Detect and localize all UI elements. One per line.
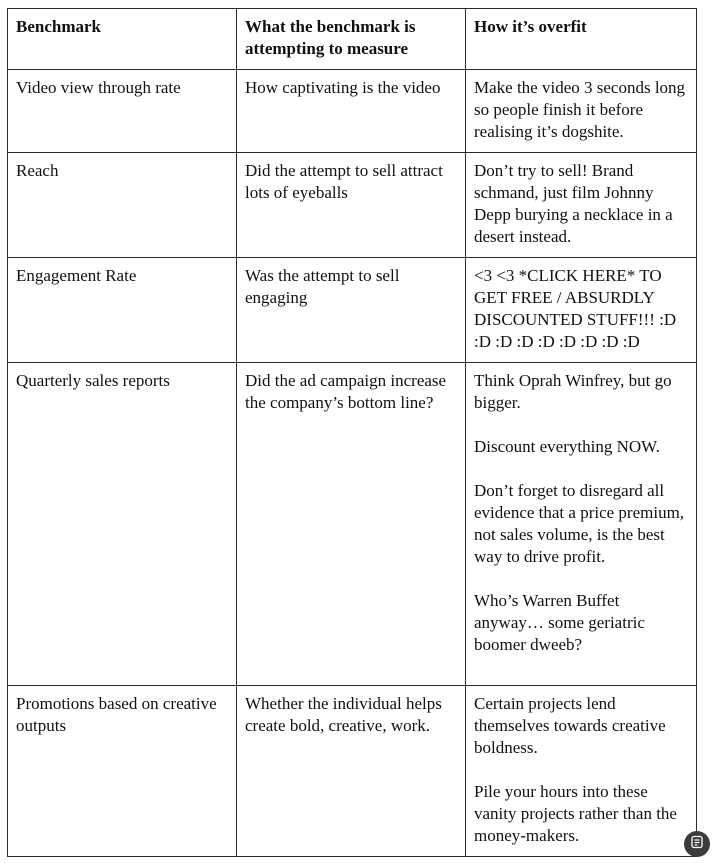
- overfit-paragraph: Certain projects lend themselves towards creative boldness.: [474, 694, 666, 757]
- cell-measure: Whether the individual helps create bold, creative, work.: [237, 686, 466, 857]
- cell-overfit: [466, 686, 697, 857]
- cell-overfit: [466, 153, 697, 258]
- overfit-paragraph: Don’t try to sell! Brand schmand, just film Johnny Depp burying a necklace in a desert instead.: [474, 161, 673, 246]
- header-benchmark: Benchmark: [8, 9, 237, 70]
- table-row: [8, 686, 697, 857]
- header-overfit: How it’s overfit: [466, 9, 697, 70]
- overfit-paragraph: Pile your hours into these vanity projects rather than the money-makers.: [474, 782, 677, 845]
- cell-overfit: [466, 258, 697, 363]
- table-row: [8, 70, 697, 153]
- cell-measure: Did the attempt to sell attract lots of eyeballs: [237, 153, 466, 258]
- overfit-paragraph: Make the video 3 seconds long so people finish it before realising it’s dogshite.: [474, 78, 686, 141]
- overfit-paragraph: Who’s Warren Buffet anyway… some geriatric boomer dweeb?: [474, 591, 645, 654]
- header-measure: What the benchmark is attempting to measure: [237, 9, 466, 70]
- table-row: [8, 153, 697, 258]
- benchmark-table: [7, 8, 697, 857]
- cell-benchmark: Quarterly sales reports: [8, 363, 237, 686]
- cell-benchmark: Promotions based on creative outputs: [8, 686, 237, 857]
- table-header-row: [8, 9, 697, 70]
- cell-measure: Was the attempt to sell engaging: [237, 258, 466, 363]
- overfit-paragraph: Don’t forget to disregard all evidence that a price premium, not sales volume, is the best way to drive profit.: [474, 481, 685, 566]
- notes-button[interactable]: [684, 831, 710, 857]
- overfit-paragraph: <3 <3 *CLICK HERE* TO GET FREE / ABSURDLY DISCOUNTED STUFF!!! :D :D :D :D :D :D :D :D :D: [474, 266, 677, 351]
- cell-measure: How captivating is the video: [237, 70, 466, 153]
- table-row: [8, 363, 697, 686]
- cell-benchmark: Reach: [8, 153, 237, 258]
- table-row: [8, 258, 697, 363]
- cell-overfit: [466, 363, 697, 686]
- cell-measure: Did the ad campaign increase the company’s bottom line?: [237, 363, 466, 686]
- cell-benchmark: Engagement Rate: [8, 258, 237, 363]
- cell-benchmark: Video view through rate: [8, 70, 237, 153]
- overfit-paragraph: Think Oprah Winfrey, but go bigger.: [474, 371, 672, 412]
- overfit-paragraph: Discount everything NOW.: [474, 437, 660, 456]
- cell-overfit: [466, 70, 697, 153]
- notes-icon: [690, 835, 704, 854]
